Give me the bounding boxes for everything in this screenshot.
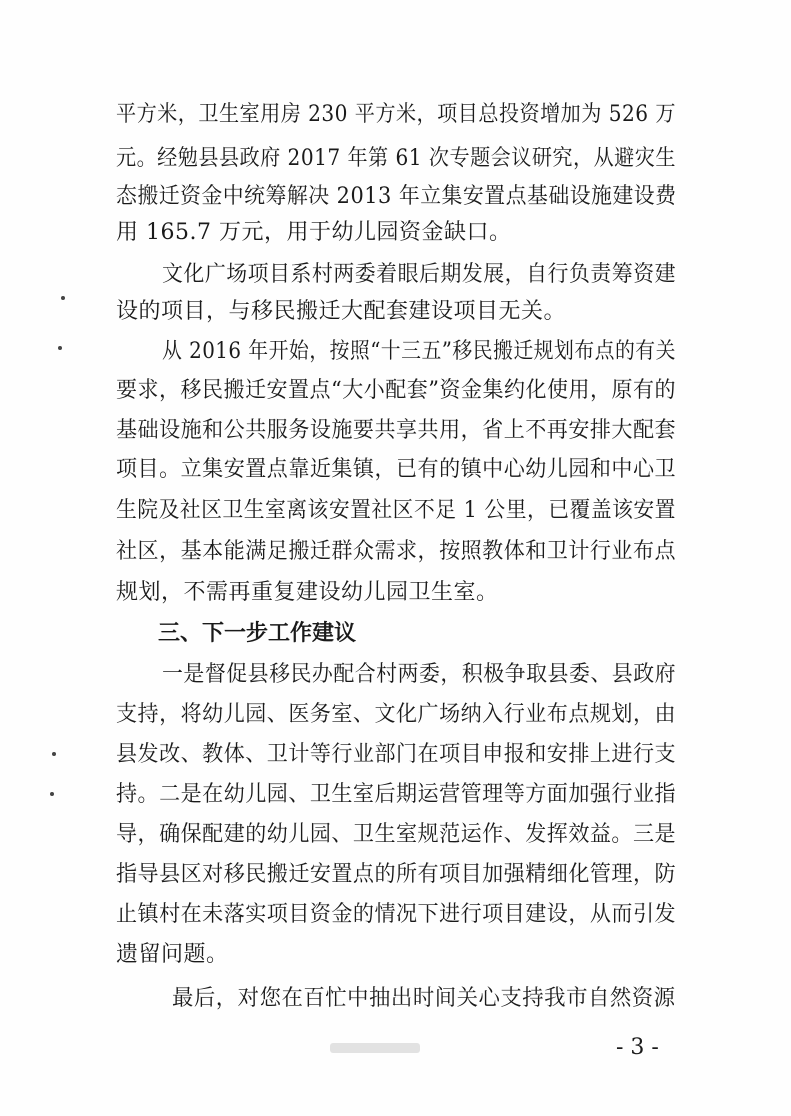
text-line: 遗留问题。 xyxy=(116,942,229,967)
text-line: 一是督促县移民办配合村两委，积极争取县委、县政府 xyxy=(162,662,677,687)
scan-speck xyxy=(52,752,56,756)
text-line: 设的项目，与移民搬迁大配套建设项目无关。 xyxy=(116,299,567,324)
text-line: 持。二是在幼儿园、卫生室后期运营管理等方面加强行业指 xyxy=(116,782,677,807)
scan-speck xyxy=(61,296,65,300)
text-line: 社区，基本能满足搬迁群众需求，按照教体和卫计行业布点 xyxy=(116,539,677,564)
page-number: - 3 - xyxy=(616,1035,659,1060)
text-line: 导，确保配建的幼儿园、卫生室规范运作、发挥效益。三是 xyxy=(116,822,677,847)
text-line: 平方米，卫生室用房 230 平方米，项目总投资增加为 526 万 xyxy=(116,102,676,127)
bleed-through-mark xyxy=(330,1043,420,1053)
text-line: 止镇村在未落实项目资金的情况下进行项目建设，从而引发 xyxy=(116,902,677,927)
scan-speck xyxy=(50,792,54,796)
text-line: 县发改、教体、卫计等行业部门在项目申报和安排上进行支 xyxy=(116,742,677,767)
text-line: 指导县区对移民搬迁安置点的所有项目加强精细化管理，防 xyxy=(116,862,677,887)
section-heading: 三、下一步工作建议 xyxy=(158,621,357,646)
text-line: 支持，将幼儿园、医务室、文化广场纳入行业布点规划，由 xyxy=(116,702,677,727)
text-line: 态搬迁资金中统筹解决 2013 年立集安置点基础设施建设费 xyxy=(116,184,677,209)
text-line: 最后，对您在百忙中抽出时间关心支持我市自然资源 xyxy=(172,986,676,1011)
text-line: 基础设施和公共服务设施要共享共用，省上不再安排大配套 xyxy=(116,418,677,443)
scan-speck xyxy=(58,346,62,350)
text-line: 要求，移民搬迁安置点“大小配套”资金集约化使用，原有的 xyxy=(116,378,676,403)
text-line: 规划，不需再重复建设幼儿园卫生室。 xyxy=(116,580,499,605)
text-line: 生院及社区卫生室离该安置社区不足 1 公里，已覆盖该安置 xyxy=(116,498,676,523)
text-line: 元。经勉县县政府 2017 年第 61 次专题会议研究，从避灾生 xyxy=(116,146,676,171)
text-line: 从 2016 年开始，按照“十三五”移民搬迁规划布点的有关 xyxy=(162,339,676,364)
text-line: 文化广场项目系村两委着眼后期发展，自行负责筹资建 xyxy=(162,262,677,287)
text-line: 项目。立集安置点靠近集镇，已有的镇中心幼儿园和中心卫 xyxy=(116,457,677,482)
text-line: 用 165.7 万元，用于幼儿园资金缺口。 xyxy=(116,220,512,245)
